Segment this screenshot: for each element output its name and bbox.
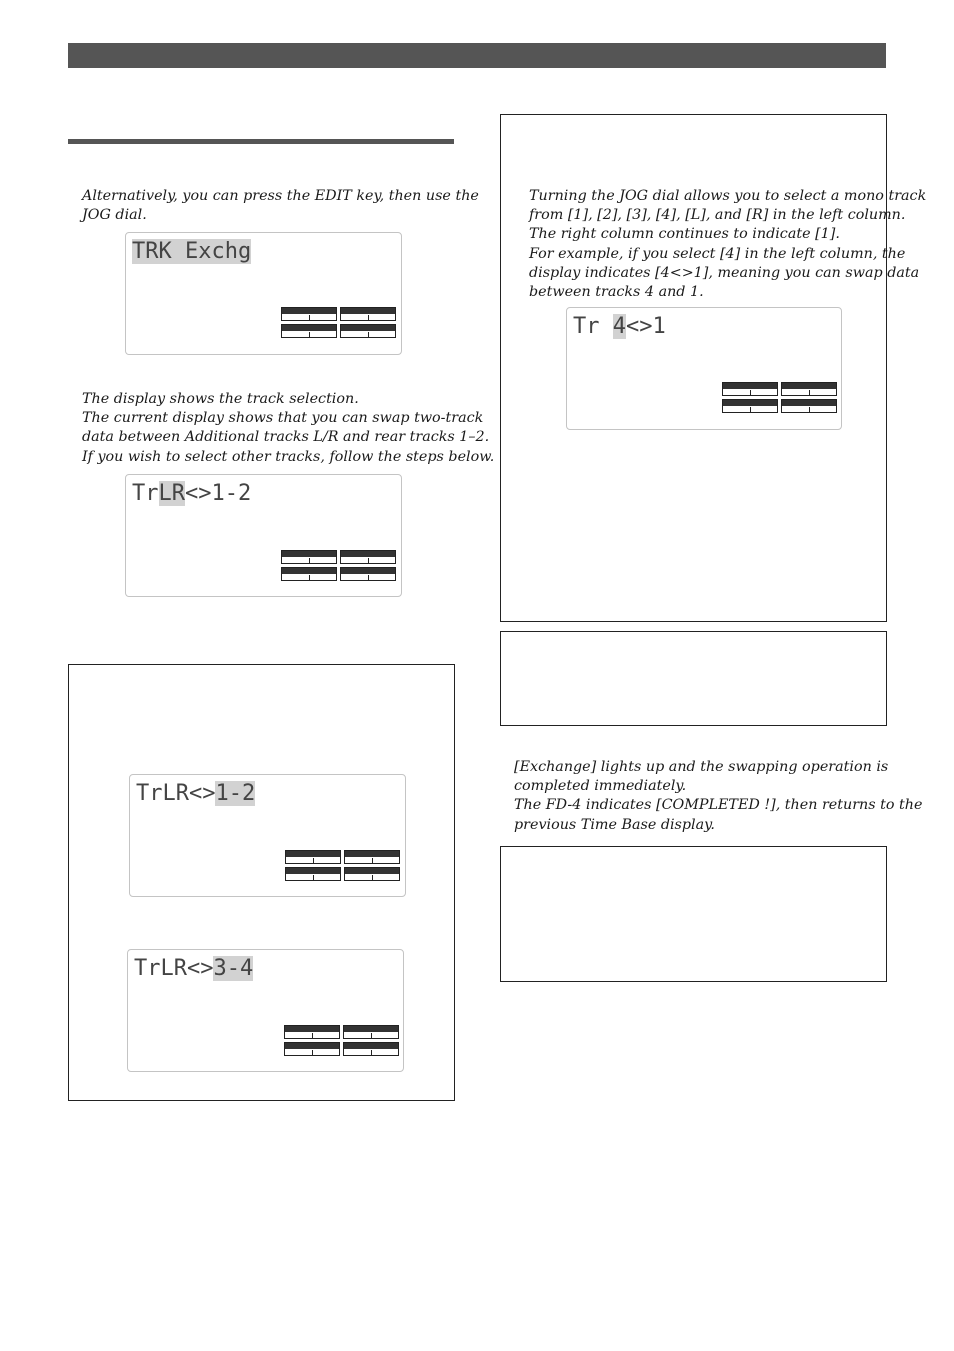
text-line: If you wish to select other tracks, follow the steps below. — [82, 448, 495, 465]
lcd-display-trk-exchg — [125, 232, 402, 355]
level-meter — [281, 307, 397, 339]
text-line: For example, if you select [4] in the left column, the — [529, 245, 906, 262]
lcd-text: TrLR<>1-2 — [132, 481, 252, 506]
track-selection-paragraph — [82, 390, 494, 467]
lcd-text: Tr 4<>1 — [573, 314, 666, 339]
jog-paragraph — [529, 187, 926, 302]
header-bar — [68, 43, 886, 68]
level-meter — [722, 382, 838, 414]
text-line: from [1], [2], [3], [4], [L], and [R] in the left column. — [529, 207, 906, 224]
text-line: Alternatively, you can press the EDIT key, then use the — [82, 188, 479, 204]
text-line: The current display shows that you can swap two-track — [82, 410, 484, 427]
exchange-paragraph — [514, 758, 922, 835]
level-meter — [281, 550, 397, 582]
lcd-display-tr-lr-12 — [129, 774, 406, 897]
text-line: between tracks 4 and 1. — [529, 284, 704, 301]
note-box-right-middle — [500, 631, 887, 726]
text-line: [Exchange] lights up and the swapping operation is — [514, 759, 889, 775]
section-rule — [68, 139, 454, 144]
text-line: data between Additional tracks L/R and rear tracks 1–2. — [82, 429, 490, 446]
text-line: completed immediately. — [514, 778, 687, 795]
text-line: The display shows the track selection. — [82, 391, 359, 407]
lcd-display-tr-lr-34 — [127, 949, 404, 1072]
text-line: Turning the JOG dial allows you to select a mono track — [529, 188, 927, 204]
text-line: The right column continues to indicate [1]. — [529, 226, 840, 243]
lcd-text: TRK Exchg — [132, 239, 252, 264]
note-box-right-bottom — [500, 846, 887, 982]
lcd-text: TrLR<>1-2 — [136, 781, 256, 806]
lcd-display-tr-lr-initial — [125, 474, 402, 597]
lcd-display-tr-4-1 — [566, 307, 842, 430]
intro-paragraph — [82, 187, 479, 225]
text-line: JOG dial. — [82, 207, 147, 224]
level-meter — [284, 1025, 400, 1057]
text-line: previous Time Base display. — [514, 816, 715, 833]
level-meter — [285, 850, 401, 882]
text-line: display indicates [4<>1], meaning you can swap data — [529, 264, 920, 281]
text-line: The FD-4 indicates [COMPLETED !], then returns to the — [514, 797, 923, 814]
lcd-text: TrLR<>3-4 — [134, 956, 254, 981]
